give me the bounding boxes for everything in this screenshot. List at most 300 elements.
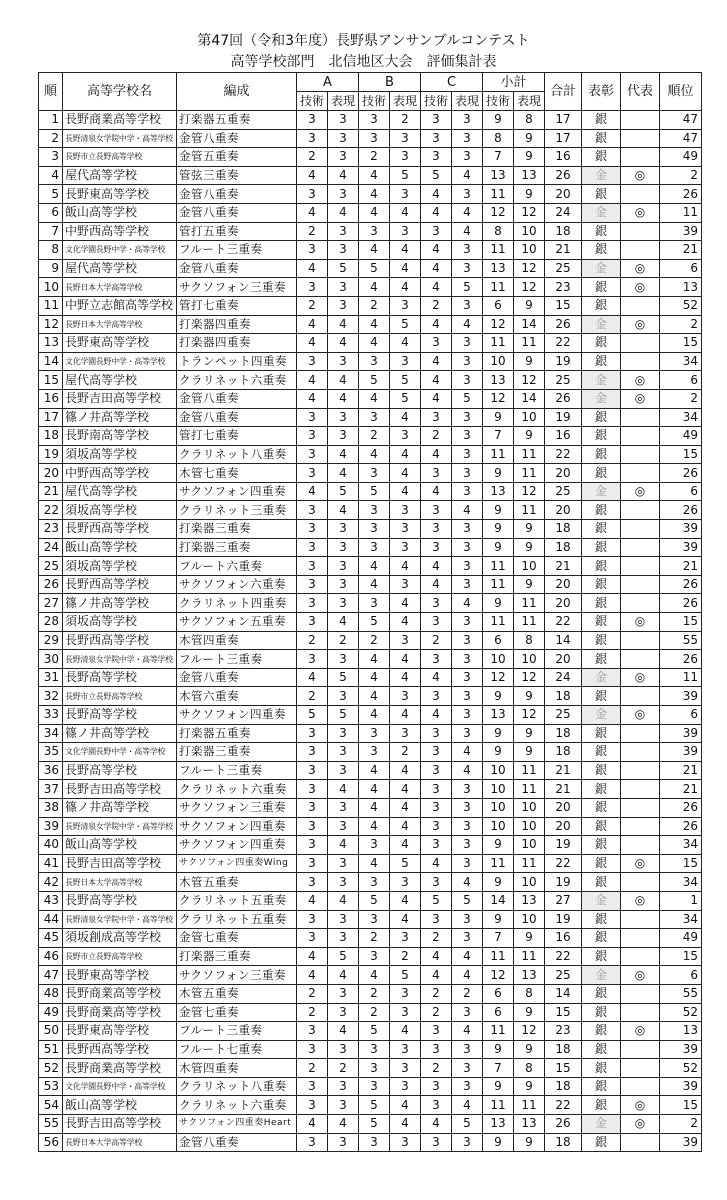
cell-a-expr: 2 bbox=[328, 631, 359, 650]
cell-no: 6 bbox=[39, 203, 63, 222]
cell-total: 21 bbox=[545, 761, 582, 780]
cell-b-tech: 3 bbox=[359, 129, 390, 148]
cell-c-tech: 4 bbox=[421, 854, 452, 873]
cell-award: 銀 bbox=[582, 947, 621, 966]
cell-b-tech: 3 bbox=[359, 1040, 390, 1059]
cell-a-tech: 2 bbox=[297, 984, 328, 1003]
cell-c-tech: 4 bbox=[421, 668, 452, 687]
cell-school: 飯山高等学校 bbox=[63, 203, 177, 222]
cell-ensemble: クラリネット六重奏 bbox=[177, 1096, 297, 1115]
cell-b-tech: 4 bbox=[359, 575, 390, 594]
table-row bbox=[39, 1096, 702, 1115]
cell-b-tech: 2 bbox=[359, 631, 390, 650]
cell-a-expr: 4 bbox=[328, 371, 359, 390]
cell-rep bbox=[621, 222, 660, 241]
cell-no: 17 bbox=[39, 408, 63, 427]
cell-rep bbox=[621, 1003, 660, 1022]
cell-ensemble: フルート三重奏 bbox=[177, 241, 297, 260]
cell-subtotal-expr: 10 bbox=[514, 241, 545, 260]
cell-b-tech: 4 bbox=[359, 706, 390, 725]
cell-c-tech: 3 bbox=[421, 1096, 452, 1115]
table-row bbox=[39, 259, 702, 278]
cell-no: 27 bbox=[39, 594, 63, 613]
cell-no: 9 bbox=[39, 259, 63, 278]
cell-no: 40 bbox=[39, 836, 63, 855]
cell-rep bbox=[621, 1059, 660, 1078]
cell-total: 19 bbox=[545, 910, 582, 929]
cell-award: 銀 bbox=[582, 538, 621, 557]
cell-subtotal-expr: 11 bbox=[514, 854, 545, 873]
cell-rep bbox=[621, 185, 660, 204]
cell-subtotal-tech: 7 bbox=[483, 1059, 514, 1078]
cell-no: 3 bbox=[39, 148, 63, 167]
cell-award: 銀 bbox=[582, 724, 621, 743]
table-row bbox=[39, 1115, 702, 1134]
table-row bbox=[39, 1077, 702, 1096]
cell-no: 37 bbox=[39, 780, 63, 799]
cell-school: 飯山高等学校 bbox=[63, 1096, 177, 1115]
cell-ensemble: 金管五重奏 bbox=[177, 148, 297, 167]
cell-no: 14 bbox=[39, 352, 63, 371]
cell-school: 屋代高等学校 bbox=[63, 371, 177, 390]
cell-c-expr: 3 bbox=[452, 1077, 483, 1096]
cell-b-tech: 3 bbox=[359, 947, 390, 966]
cell-c-tech: 3 bbox=[421, 129, 452, 148]
cell-ensemble: サクソフォン三重奏 bbox=[177, 966, 297, 985]
cell-total: 19 bbox=[545, 873, 582, 892]
cell-c-expr: 3 bbox=[452, 352, 483, 371]
cell-ensemble: 金管七重奏 bbox=[177, 1003, 297, 1022]
cell-c-expr: 3 bbox=[452, 371, 483, 390]
cell-rep bbox=[621, 148, 660, 167]
cell-rep: ◎ bbox=[621, 315, 660, 334]
cell-a-tech: 3 bbox=[297, 1096, 328, 1115]
cell-b-tech: 4 bbox=[359, 761, 390, 780]
table-row bbox=[39, 613, 702, 632]
cell-a-tech: 4 bbox=[297, 1115, 328, 1134]
cell-c-tech: 3 bbox=[421, 334, 452, 353]
cell-b-tech: 4 bbox=[359, 557, 390, 576]
cell-a-expr: 3 bbox=[328, 1003, 359, 1022]
cell-a-tech: 3 bbox=[297, 464, 328, 483]
cell-a-tech: 3 bbox=[297, 538, 328, 557]
table-row bbox=[39, 594, 702, 613]
cell-c-tech: 2 bbox=[421, 1003, 452, 1022]
header-b-tech: 技術 bbox=[359, 92, 390, 111]
cell-subtotal-expr: 8 bbox=[514, 111, 545, 130]
cell-b-tech: 3 bbox=[359, 111, 390, 130]
cell-award: 銀 bbox=[582, 464, 621, 483]
cell-subtotal-tech: 6 bbox=[483, 984, 514, 1003]
cell-award: 銀 bbox=[582, 278, 621, 297]
table-row bbox=[39, 854, 702, 873]
document-subtitle: 高等学校部門 北信地区大会 評価集計表 bbox=[230, 54, 497, 70]
cell-c-expr: 3 bbox=[452, 427, 483, 446]
cell-subtotal-expr: 9 bbox=[514, 1003, 545, 1022]
cell-c-expr: 4 bbox=[452, 966, 483, 985]
cell-rank: 26 bbox=[660, 185, 702, 204]
cell-c-expr: 3 bbox=[452, 798, 483, 817]
cell-rank: 26 bbox=[660, 798, 702, 817]
cell-a-tech: 3 bbox=[297, 929, 328, 948]
cell-c-expr: 4 bbox=[452, 873, 483, 892]
cell-award: 金 bbox=[582, 966, 621, 985]
cell-subtotal-tech: 9 bbox=[483, 687, 514, 706]
cell-rep bbox=[621, 631, 660, 650]
cell-award: 銀 bbox=[582, 594, 621, 613]
cell-rank: 39 bbox=[660, 1040, 702, 1059]
cell-subtotal-expr: 13 bbox=[514, 1115, 545, 1134]
cell-total: 14 bbox=[545, 631, 582, 650]
cell-no: 55 bbox=[39, 1115, 63, 1134]
cell-subtotal-tech: 8 bbox=[483, 222, 514, 241]
cell-total: 26 bbox=[545, 389, 582, 408]
table-row bbox=[39, 761, 702, 780]
cell-a-tech: 3 bbox=[297, 241, 328, 260]
cell-award: 銀 bbox=[582, 761, 621, 780]
table-row bbox=[39, 185, 702, 204]
cell-subtotal-expr: 10 bbox=[514, 650, 545, 669]
cell-b-tech: 3 bbox=[359, 520, 390, 539]
table-row bbox=[39, 817, 702, 836]
cell-a-expr: 3 bbox=[328, 520, 359, 539]
cell-award: 銀 bbox=[582, 650, 621, 669]
cell-award: 金 bbox=[582, 203, 621, 222]
table-row bbox=[39, 891, 702, 910]
cell-c-expr: 4 bbox=[452, 315, 483, 334]
cell-ensemble: 金管八重奏 bbox=[177, 668, 297, 687]
cell-no: 33 bbox=[39, 706, 63, 725]
cell-no: 15 bbox=[39, 371, 63, 390]
cell-award: 銀 bbox=[582, 687, 621, 706]
header-subtotal-expr: 表現 bbox=[514, 92, 545, 111]
cell-subtotal-expr: 14 bbox=[514, 389, 545, 408]
cell-a-tech: 3 bbox=[297, 780, 328, 799]
cell-c-expr: 4 bbox=[452, 1096, 483, 1115]
cell-school: 長野高等学校 bbox=[63, 891, 177, 910]
cell-b-expr: 3 bbox=[390, 1040, 421, 1059]
cell-b-expr: 4 bbox=[390, 445, 421, 464]
cell-award: 金 bbox=[582, 668, 621, 687]
cell-rank: 2 bbox=[660, 1115, 702, 1134]
cell-ensemble: 金管八重奏 bbox=[177, 259, 297, 278]
table-row bbox=[39, 836, 702, 855]
cell-rank: 49 bbox=[660, 148, 702, 167]
cell-rep bbox=[621, 817, 660, 836]
cell-subtotal-expr: 9 bbox=[514, 1133, 545, 1152]
cell-school: 長野東高等学校 bbox=[63, 334, 177, 353]
cell-no: 53 bbox=[39, 1077, 63, 1096]
cell-school: 中野立志館高等学校 bbox=[63, 296, 177, 315]
cell-b-tech: 5 bbox=[359, 1096, 390, 1115]
cell-c-tech: 3 bbox=[421, 724, 452, 743]
cell-no: 49 bbox=[39, 1003, 63, 1022]
cell-b-tech: 4 bbox=[359, 241, 390, 260]
cell-school: 飯山高等学校 bbox=[63, 836, 177, 855]
cell-b-tech: 4 bbox=[359, 798, 390, 817]
cell-award: 銀 bbox=[582, 241, 621, 260]
cell-school: 文化学園長野中学・高等学校 bbox=[63, 352, 177, 371]
cell-c-expr: 3 bbox=[452, 854, 483, 873]
cell-no: 45 bbox=[39, 929, 63, 948]
cell-ensemble: クラリネット八重奏 bbox=[177, 1077, 297, 1096]
cell-b-expr: 4 bbox=[390, 817, 421, 836]
cell-a-tech: 3 bbox=[297, 910, 328, 929]
cell-ensemble: サクソフォン四重奏 bbox=[177, 817, 297, 836]
cell-school: 篠ノ井高等学校 bbox=[63, 594, 177, 613]
cell-school: 長野東高等学校 bbox=[63, 185, 177, 204]
cell-a-expr: 4 bbox=[328, 1115, 359, 1134]
table-row bbox=[39, 464, 702, 483]
cell-subtotal-tech: 7 bbox=[483, 427, 514, 446]
cell-total: 20 bbox=[545, 798, 582, 817]
cell-total: 20 bbox=[545, 185, 582, 204]
cell-subtotal-expr: 12 bbox=[514, 259, 545, 278]
cell-total: 25 bbox=[545, 371, 582, 390]
cell-a-expr: 5 bbox=[328, 259, 359, 278]
cell-c-tech: 4 bbox=[421, 482, 452, 501]
cell-b-tech: 4 bbox=[359, 687, 390, 706]
cell-total: 18 bbox=[545, 1040, 582, 1059]
cell-school: 長野吉田高等学校 bbox=[63, 1115, 177, 1134]
cell-c-tech: 3 bbox=[421, 1133, 452, 1152]
cell-b-expr: 4 bbox=[390, 668, 421, 687]
cell-rank: 26 bbox=[660, 575, 702, 594]
cell-a-tech: 3 bbox=[297, 1022, 328, 1041]
table-row bbox=[39, 389, 702, 408]
cell-subtotal-tech: 10 bbox=[483, 650, 514, 669]
cell-subtotal-expr: 10 bbox=[514, 873, 545, 892]
cell-a-tech: 3 bbox=[297, 743, 328, 762]
cell-subtotal-expr: 12 bbox=[514, 706, 545, 725]
cell-b-expr: 3 bbox=[390, 501, 421, 520]
cell-rep bbox=[621, 334, 660, 353]
cell-a-expr: 3 bbox=[328, 538, 359, 557]
header-subtotal: 小計 bbox=[483, 73, 545, 92]
cell-c-expr: 4 bbox=[452, 222, 483, 241]
cell-rep: ◎ bbox=[621, 482, 660, 501]
cell-rep: ◎ bbox=[621, 1096, 660, 1115]
cell-school: 中野西高等学校 bbox=[63, 464, 177, 483]
cell-a-expr: 3 bbox=[328, 743, 359, 762]
cell-rank: 6 bbox=[660, 371, 702, 390]
cell-ensemble: フルート三重奏 bbox=[177, 761, 297, 780]
cell-c-tech: 3 bbox=[421, 873, 452, 892]
cell-ensemble: フルート三重奏 bbox=[177, 650, 297, 669]
cell-no: 31 bbox=[39, 668, 63, 687]
cell-total: 25 bbox=[545, 482, 582, 501]
cell-a-expr: 3 bbox=[328, 129, 359, 148]
cell-no: 42 bbox=[39, 873, 63, 892]
cell-no: 19 bbox=[39, 445, 63, 464]
cell-total: 23 bbox=[545, 1022, 582, 1041]
cell-subtotal-expr: 10 bbox=[514, 910, 545, 929]
cell-award: 銀 bbox=[582, 817, 621, 836]
cell-total: 22 bbox=[545, 854, 582, 873]
cell-c-expr: 3 bbox=[452, 668, 483, 687]
cell-b-tech: 5 bbox=[359, 259, 390, 278]
cell-school: 長野日本大学高等学校 bbox=[63, 278, 177, 297]
cell-b-tech: 3 bbox=[359, 538, 390, 557]
cell-ensemble: 木管七重奏 bbox=[177, 464, 297, 483]
cell-ensemble: サクソフォン四重奏 bbox=[177, 482, 297, 501]
cell-award: 銀 bbox=[582, 631, 621, 650]
cell-b-expr: 4 bbox=[390, 910, 421, 929]
cell-subtotal-tech: 11 bbox=[483, 445, 514, 464]
cell-b-expr: 3 bbox=[390, 687, 421, 706]
header-rank: 順位 bbox=[660, 73, 702, 111]
cell-rep bbox=[621, 538, 660, 557]
cell-subtotal-tech: 9 bbox=[483, 594, 514, 613]
cell-b-tech: 4 bbox=[359, 389, 390, 408]
cell-subtotal-expr: 10 bbox=[514, 222, 545, 241]
cell-a-expr: 3 bbox=[328, 1077, 359, 1096]
cell-subtotal-expr: 9 bbox=[514, 1077, 545, 1096]
cell-subtotal-tech: 13 bbox=[483, 1115, 514, 1134]
cell-a-tech: 3 bbox=[297, 854, 328, 873]
table-row bbox=[39, 315, 702, 334]
cell-b-expr: 5 bbox=[390, 854, 421, 873]
cell-rep bbox=[621, 780, 660, 799]
cell-a-tech: 4 bbox=[297, 891, 328, 910]
cell-a-expr: 3 bbox=[328, 278, 359, 297]
cell-award: 銀 bbox=[582, 296, 621, 315]
cell-rank: 34 bbox=[660, 873, 702, 892]
cell-rep: ◎ bbox=[621, 278, 660, 297]
cell-award: 銀 bbox=[582, 352, 621, 371]
cell-no: 47 bbox=[39, 966, 63, 985]
cell-school: 長野吉田高等学校 bbox=[63, 389, 177, 408]
cell-a-tech: 3 bbox=[297, 1040, 328, 1059]
cell-subtotal-expr: 10 bbox=[514, 836, 545, 855]
cell-rep bbox=[621, 408, 660, 427]
cell-total: 20 bbox=[545, 817, 582, 836]
cell-b-expr: 4 bbox=[390, 408, 421, 427]
header-c-expr: 表現 bbox=[452, 92, 483, 111]
cell-c-expr: 3 bbox=[452, 650, 483, 669]
cell-b-tech: 3 bbox=[359, 464, 390, 483]
cell-rank: 13 bbox=[660, 278, 702, 297]
cell-rep bbox=[621, 873, 660, 892]
cell-rank: 39 bbox=[660, 1077, 702, 1096]
evaluation-table bbox=[38, 72, 702, 1152]
cell-total: 18 bbox=[545, 1077, 582, 1096]
cell-b-expr: 2 bbox=[390, 743, 421, 762]
cell-award: 銀 bbox=[582, 910, 621, 929]
cell-c-expr: 3 bbox=[452, 1133, 483, 1152]
cell-a-tech: 3 bbox=[297, 557, 328, 576]
cell-b-expr: 5 bbox=[390, 966, 421, 985]
cell-b-tech: 5 bbox=[359, 891, 390, 910]
cell-c-tech: 3 bbox=[421, 408, 452, 427]
cell-school: 屋代高等学校 bbox=[63, 259, 177, 278]
cell-ensemble: 管打五重奏 bbox=[177, 222, 297, 241]
cell-no: 44 bbox=[39, 910, 63, 929]
cell-ensemble: 打楽器三重奏 bbox=[177, 743, 297, 762]
cell-no: 5 bbox=[39, 185, 63, 204]
cell-total: 24 bbox=[545, 203, 582, 222]
cell-subtotal-tech: 9 bbox=[483, 1077, 514, 1096]
cell-school: 長野市立長野高等学校 bbox=[63, 687, 177, 706]
table-row bbox=[39, 129, 702, 148]
cell-ensemble: クラリネット六重奏 bbox=[177, 371, 297, 390]
cell-rank: 6 bbox=[660, 966, 702, 985]
cell-c-tech: 4 bbox=[421, 278, 452, 297]
cell-school: 長野西高等学校 bbox=[63, 575, 177, 594]
cell-c-tech: 3 bbox=[421, 538, 452, 557]
header-c-tech: 技術 bbox=[421, 92, 452, 111]
cell-c-tech: 4 bbox=[421, 1115, 452, 1134]
cell-rank: 39 bbox=[660, 687, 702, 706]
cell-b-tech: 4 bbox=[359, 966, 390, 985]
cell-total: 21 bbox=[545, 557, 582, 576]
cell-rank: 11 bbox=[660, 668, 702, 687]
cell-no: 13 bbox=[39, 334, 63, 353]
cell-b-tech: 5 bbox=[359, 1022, 390, 1041]
cell-award: 銀 bbox=[582, 780, 621, 799]
cell-a-expr: 5 bbox=[328, 706, 359, 725]
cell-ensemble: 打楽器三重奏 bbox=[177, 538, 297, 557]
table-row bbox=[39, 1003, 702, 1022]
cell-a-tech: 3 bbox=[297, 613, 328, 632]
cell-c-tech: 4 bbox=[421, 445, 452, 464]
cell-subtotal-expr: 13 bbox=[514, 891, 545, 910]
cell-total: 20 bbox=[545, 650, 582, 669]
table-row bbox=[39, 482, 702, 501]
cell-a-expr: 3 bbox=[328, 296, 359, 315]
cell-c-tech: 3 bbox=[421, 1040, 452, 1059]
cell-subtotal-tech: 12 bbox=[483, 203, 514, 222]
cell-a-tech: 4 bbox=[297, 315, 328, 334]
cell-rank: 39 bbox=[660, 743, 702, 762]
cell-a-tech: 4 bbox=[297, 334, 328, 353]
cell-subtotal-tech: 6 bbox=[483, 631, 514, 650]
cell-no: 7 bbox=[39, 222, 63, 241]
cell-subtotal-expr: 9 bbox=[514, 743, 545, 762]
cell-subtotal-tech: 14 bbox=[483, 891, 514, 910]
cell-award: 銀 bbox=[582, 743, 621, 762]
cell-a-expr: 4 bbox=[328, 315, 359, 334]
cell-b-tech: 5 bbox=[359, 613, 390, 632]
cell-subtotal-expr: 9 bbox=[514, 687, 545, 706]
cell-b-expr: 3 bbox=[390, 873, 421, 892]
cell-award: 銀 bbox=[582, 1133, 621, 1152]
cell-subtotal-tech: 7 bbox=[483, 148, 514, 167]
cell-school: 屋代高等学校 bbox=[63, 482, 177, 501]
cell-b-tech: 3 bbox=[359, 1059, 390, 1078]
cell-no: 52 bbox=[39, 1059, 63, 1078]
cell-a-expr: 3 bbox=[328, 873, 359, 892]
cell-no: 32 bbox=[39, 687, 63, 706]
cell-subtotal-tech: 11 bbox=[483, 575, 514, 594]
cell-rank: 39 bbox=[660, 724, 702, 743]
cell-a-expr: 3 bbox=[328, 408, 359, 427]
cell-subtotal-expr: 11 bbox=[514, 501, 545, 520]
cell-b-tech: 2 bbox=[359, 148, 390, 167]
cell-b-expr: 4 bbox=[390, 241, 421, 260]
table-row bbox=[39, 966, 702, 985]
cell-rep: ◎ bbox=[621, 668, 660, 687]
table-row bbox=[39, 631, 702, 650]
table-row bbox=[39, 687, 702, 706]
cell-award: 銀 bbox=[582, 1022, 621, 1041]
cell-a-expr: 3 bbox=[328, 687, 359, 706]
cell-award: 金 bbox=[582, 371, 621, 390]
cell-total: 19 bbox=[545, 836, 582, 855]
table-row bbox=[39, 668, 702, 687]
cell-a-tech: 2 bbox=[297, 296, 328, 315]
cell-award: 銀 bbox=[582, 445, 621, 464]
